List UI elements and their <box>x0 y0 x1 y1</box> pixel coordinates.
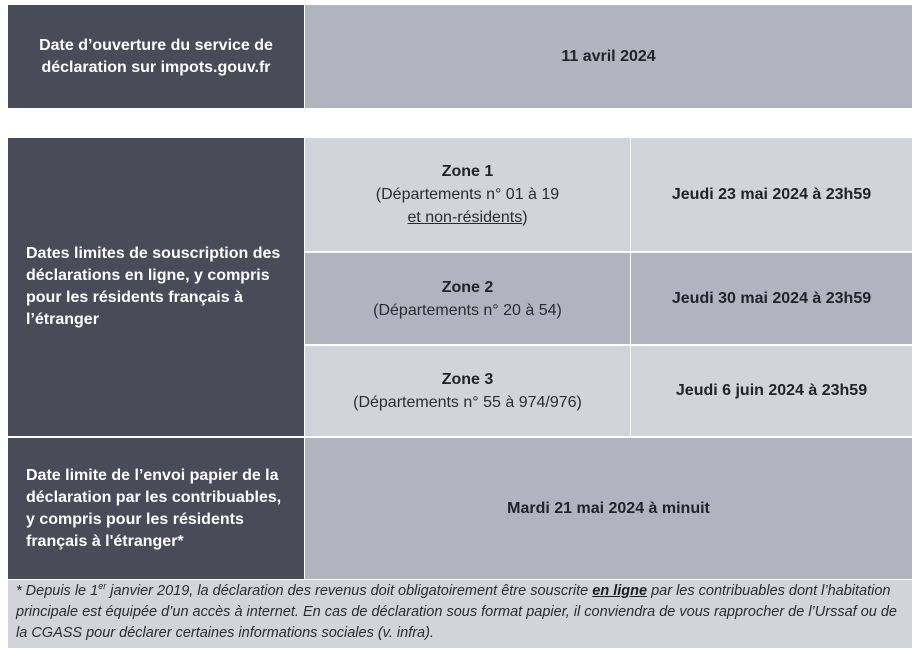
opening-label <box>8 5 304 108</box>
zone-1-deadline-text: Jeudi 23 mai 2024 à 23h59 <box>671 185 872 203</box>
footnote-middle: janvier 2019, la déclaration des revenus doit obligatoirement être souscrite <box>106 583 593 599</box>
opening-label-text: Date d’ouverture du service de déclaration sur impots.gouv.fr <box>39 36 273 76</box>
footnote-sup: er <box>98 581 107 592</box>
paper-label-text: Date limite de l’envoi papier de la déclaration par les contribuables, y compris pour les résidents français à l'étranger* <box>26 466 282 550</box>
zone-1-deadline <box>631 138 912 251</box>
zone-1-extra <box>407 206 527 229</box>
zone-3-cell <box>305 346 630 436</box>
zone-1-departments: (Départements n° 01 à 19 <box>375 186 560 203</box>
paper-deadline <box>305 438 912 579</box>
paper-label <box>8 438 304 579</box>
zone-3-title: Zone 3 <box>441 371 494 388</box>
zone-2-cell <box>305 253 630 344</box>
opening-date <box>305 5 912 108</box>
footnote <box>8 580 912 648</box>
online-label <box>8 138 304 436</box>
zone-1-paren: ) <box>522 209 528 226</box>
zone-2-deadline <box>631 253 912 344</box>
footnote-suffix: par les contribuables dont l’habitation principale est équipée d’un accès à internet. En cas de déclaration sous format papier, il conviendra de vous rapprocher de l’Urssaf ou de la CGASS pour déclarer certaines informations sociales (v. infra). <box>16 583 897 641</box>
zone-2-departments: (Départements n° 20 à 54) <box>373 301 562 319</box>
zone-1-title: Zone 1 <box>441 163 494 180</box>
zone-3-deadline-text: Jeudi 6 juin 2024 à 23h59 <box>675 382 868 399</box>
zone-2-deadline-text: Jeudi 30 mai 2024 à 23h59 <box>671 289 872 307</box>
zone-2-title: Zone 2 <box>441 278 494 296</box>
footnote-emphasis: en ligne <box>592 583 648 599</box>
paper-deadline-text: Mardi 21 mai 2024 à minuit <box>507 499 710 517</box>
online-label-text: Dates limites de souscription des déclarations en ligne, y compris pour les résidents français à l’étranger <box>26 245 281 328</box>
zone-3-departments: (Départements n° 55 à 974/976) <box>353 394 582 411</box>
zone-1-cell <box>305 138 630 251</box>
zone-1-nonresidents: et non-résidents <box>407 209 523 226</box>
zone-3-deadline <box>631 346 912 436</box>
footnote-prefix: * Depuis le 1 <box>16 583 99 599</box>
opening-date-text: 11 avril 2024 <box>561 47 656 65</box>
